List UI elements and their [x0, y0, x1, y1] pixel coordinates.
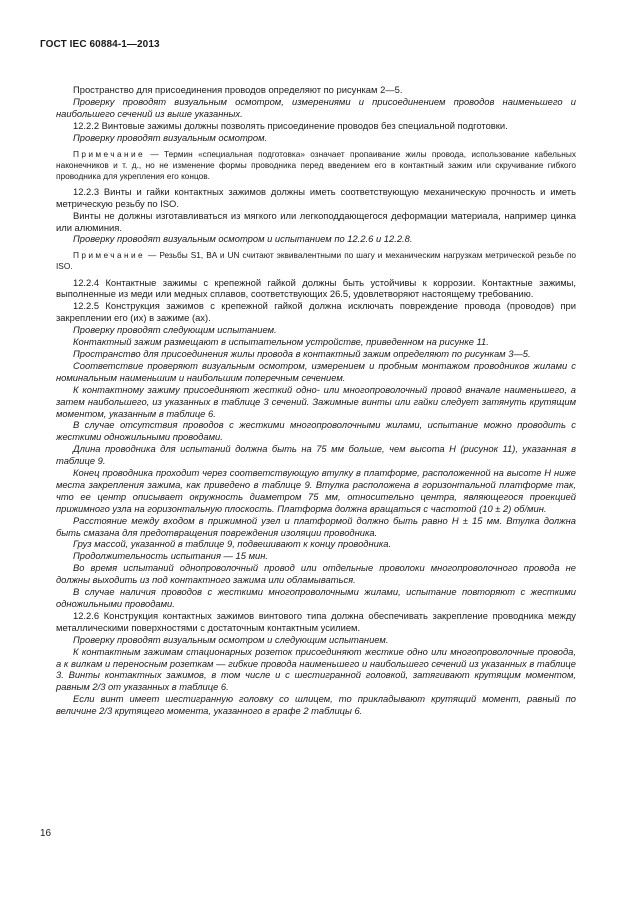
paragraph: Груз массой, указанной в таблице 9, подвешивают к концу проводника.: [73, 538, 392, 550]
document-header: ГОСТ IEC 60884-1—2013: [40, 39, 160, 50]
paragraph: 12.2.4 Контактные зажимы с крепежной гайкой должны быть устойчивы к коррозии. Контактные зажимы, выполненные из меди или медных сплавов, соответствующих 26.5, удовлетворяют настоящему требованию.: [56, 276, 576, 300]
paragraph: Проверку проводят визуальным осмотром и испытанием по 12.2.6 и 12.2.8.: [73, 233, 413, 245]
paragraph: 12.2.5 Конструкция зажимов с крепежной гайкой должна исключать повреждение провода (проводов) при закреплении его (их) в зажиме (ах).: [56, 300, 576, 324]
paragraph: К контактным зажимам стационарных розеток присоединяют жесткие одно или многопроволочные провода, а к вилкам и переносным розеткам — гибкие провода наименьшего и наибольшего сечений из указанных в таблице 3. Винты контактных зажимов, в том числе и с шестигранной головкой, затягивают крутящим моментом, равным 2/3 от указанных в таблице 6.: [56, 645, 576, 693]
paragraph: Пространство для присоединения жилы провода в контактный зажим определяют по рисункам 3—5.: [73, 347, 531, 359]
note-text: — Термин «специальная подготовка» означает пропаивание жилы провода, использование кабельных наконечников и т. д., но не изменение формы проводника перед введением его в контактный зажим или скручивание гибкого проводника для укрепления его концов.: [56, 148, 576, 181]
paragraph: Соответствие проверяют визуальным осмотром, измерением и пробным монтажом проводников жилами с номинальным наименьшим и наибольшим поперечным сечением.: [56, 359, 576, 383]
paragraph: Проверку проводят визуальным осмотром, измерениями и присоединением проводов наименьшего и наибольшего сечений из выше указанных.: [56, 95, 576, 119]
note-paragraph: [56, 149, 576, 182]
paragraph: Контактный зажим размещают в испытательном устройстве, приведенном на рисунке 11.: [73, 336, 489, 348]
paragraph: 12.2.2 Винтовые зажимы должны позволять присоединение проводов без специальной подготовки.: [73, 119, 508, 131]
document-body: [56, 84, 576, 717]
paragraph: Длина проводника для испытаний должна быть на 75 мм больше, чем высота H (рисунок 11), указанная в таблице 9.: [56, 443, 576, 467]
paragraph: Конец проводника проходит через соответствующую втулку в платформе, расположенной на высоте H ниже места закрепления зажима, как приведено в таблице 9. Втулка расположена в горизонтальной платформе так, что ее центр описывает окружность диаметром 75 мм, относительно центра, являющегося проекцией прижимного узла на горизонтальную плоскость. Платформа должна вращаться с частотой (10 ± 2) об/мин.: [56, 467, 576, 514]
paragraph: Продолжительность испытания — 15 мин.: [73, 550, 268, 562]
paragraph: Винты не должны изготавливаться из мягкого или легкоподдающегося деформации материала, например цинка или алюминия.: [56, 209, 576, 233]
paragraph: В случае наличия проводов с жесткими многопроволочными жилами, испытание повторяют с жесткими одножильными проводами.: [56, 586, 576, 609]
note-paragraph: [56, 250, 576, 272]
note-label: Примечание: [73, 148, 146, 159]
paragraph: В случае отсутствия проводов с жесткими многопроволочными жилами, испытание можно проводить с жесткими одножильными проводами.: [56, 419, 576, 443]
paragraph: Проверку проводят визуальным осмотром и следующим испытанием.: [73, 633, 389, 645]
paragraph: Проверку проводят визуальным осмотром.: [73, 131, 268, 143]
note-label: Примечание: [73, 250, 146, 261]
page-number: 16: [40, 828, 52, 839]
paragraph: Пространство для присоединения проводов определяют по рисункам 2—5.: [73, 84, 403, 95]
paragraph: Если винт имеет шестигранную головку со шлицем, то прикладывают крутящий момент, равный по величине 2/3 крутящего момента, указанного в графе 2 таблицы 6.: [56, 693, 576, 717]
paragraph: К контактному зажиму присоединяют жесткий одно- или многопроволочный провод вначале наименьшего, а затем наибольшего, из указанных в таблице 3 сечений. Зажимные винты или гайки следует затянуть крутящим моментом, указанным в таблице 6.: [56, 383, 576, 419]
paragraph: 12.2.3 Винты и гайки контактных зажимов должны иметь соответствующую механическую прочность и иметь метрическую резьбу по ISO.: [56, 185, 576, 209]
note-text: — Резьбы S1, BA и UN считают эквивалентными по шагу и механическим нагрузкам метрической резьбе по ISO.: [56, 250, 576, 272]
paragraph: Расстояние между входом в прижимной узел и платформой должно быть равно H ± 15 мм. Втулка должна быть смазана для предотвращения повреждения изоляции проводника.: [56, 514, 576, 538]
paragraph: 12.2.6 Конструкция контактных зажимов винтового типа должна обеспечивать закрепление проводника между металлическими поверхностями с достаточным контактным усилием.: [56, 609, 576, 633]
paragraph: Во время испытаний однопроволочный провод или отдельные проволоки многопроволочного провода не должны выходить из под контактного зажима или обламываться.: [56, 562, 576, 586]
paragraph: Проверку проводят следующим испытанием.: [73, 324, 277, 336]
